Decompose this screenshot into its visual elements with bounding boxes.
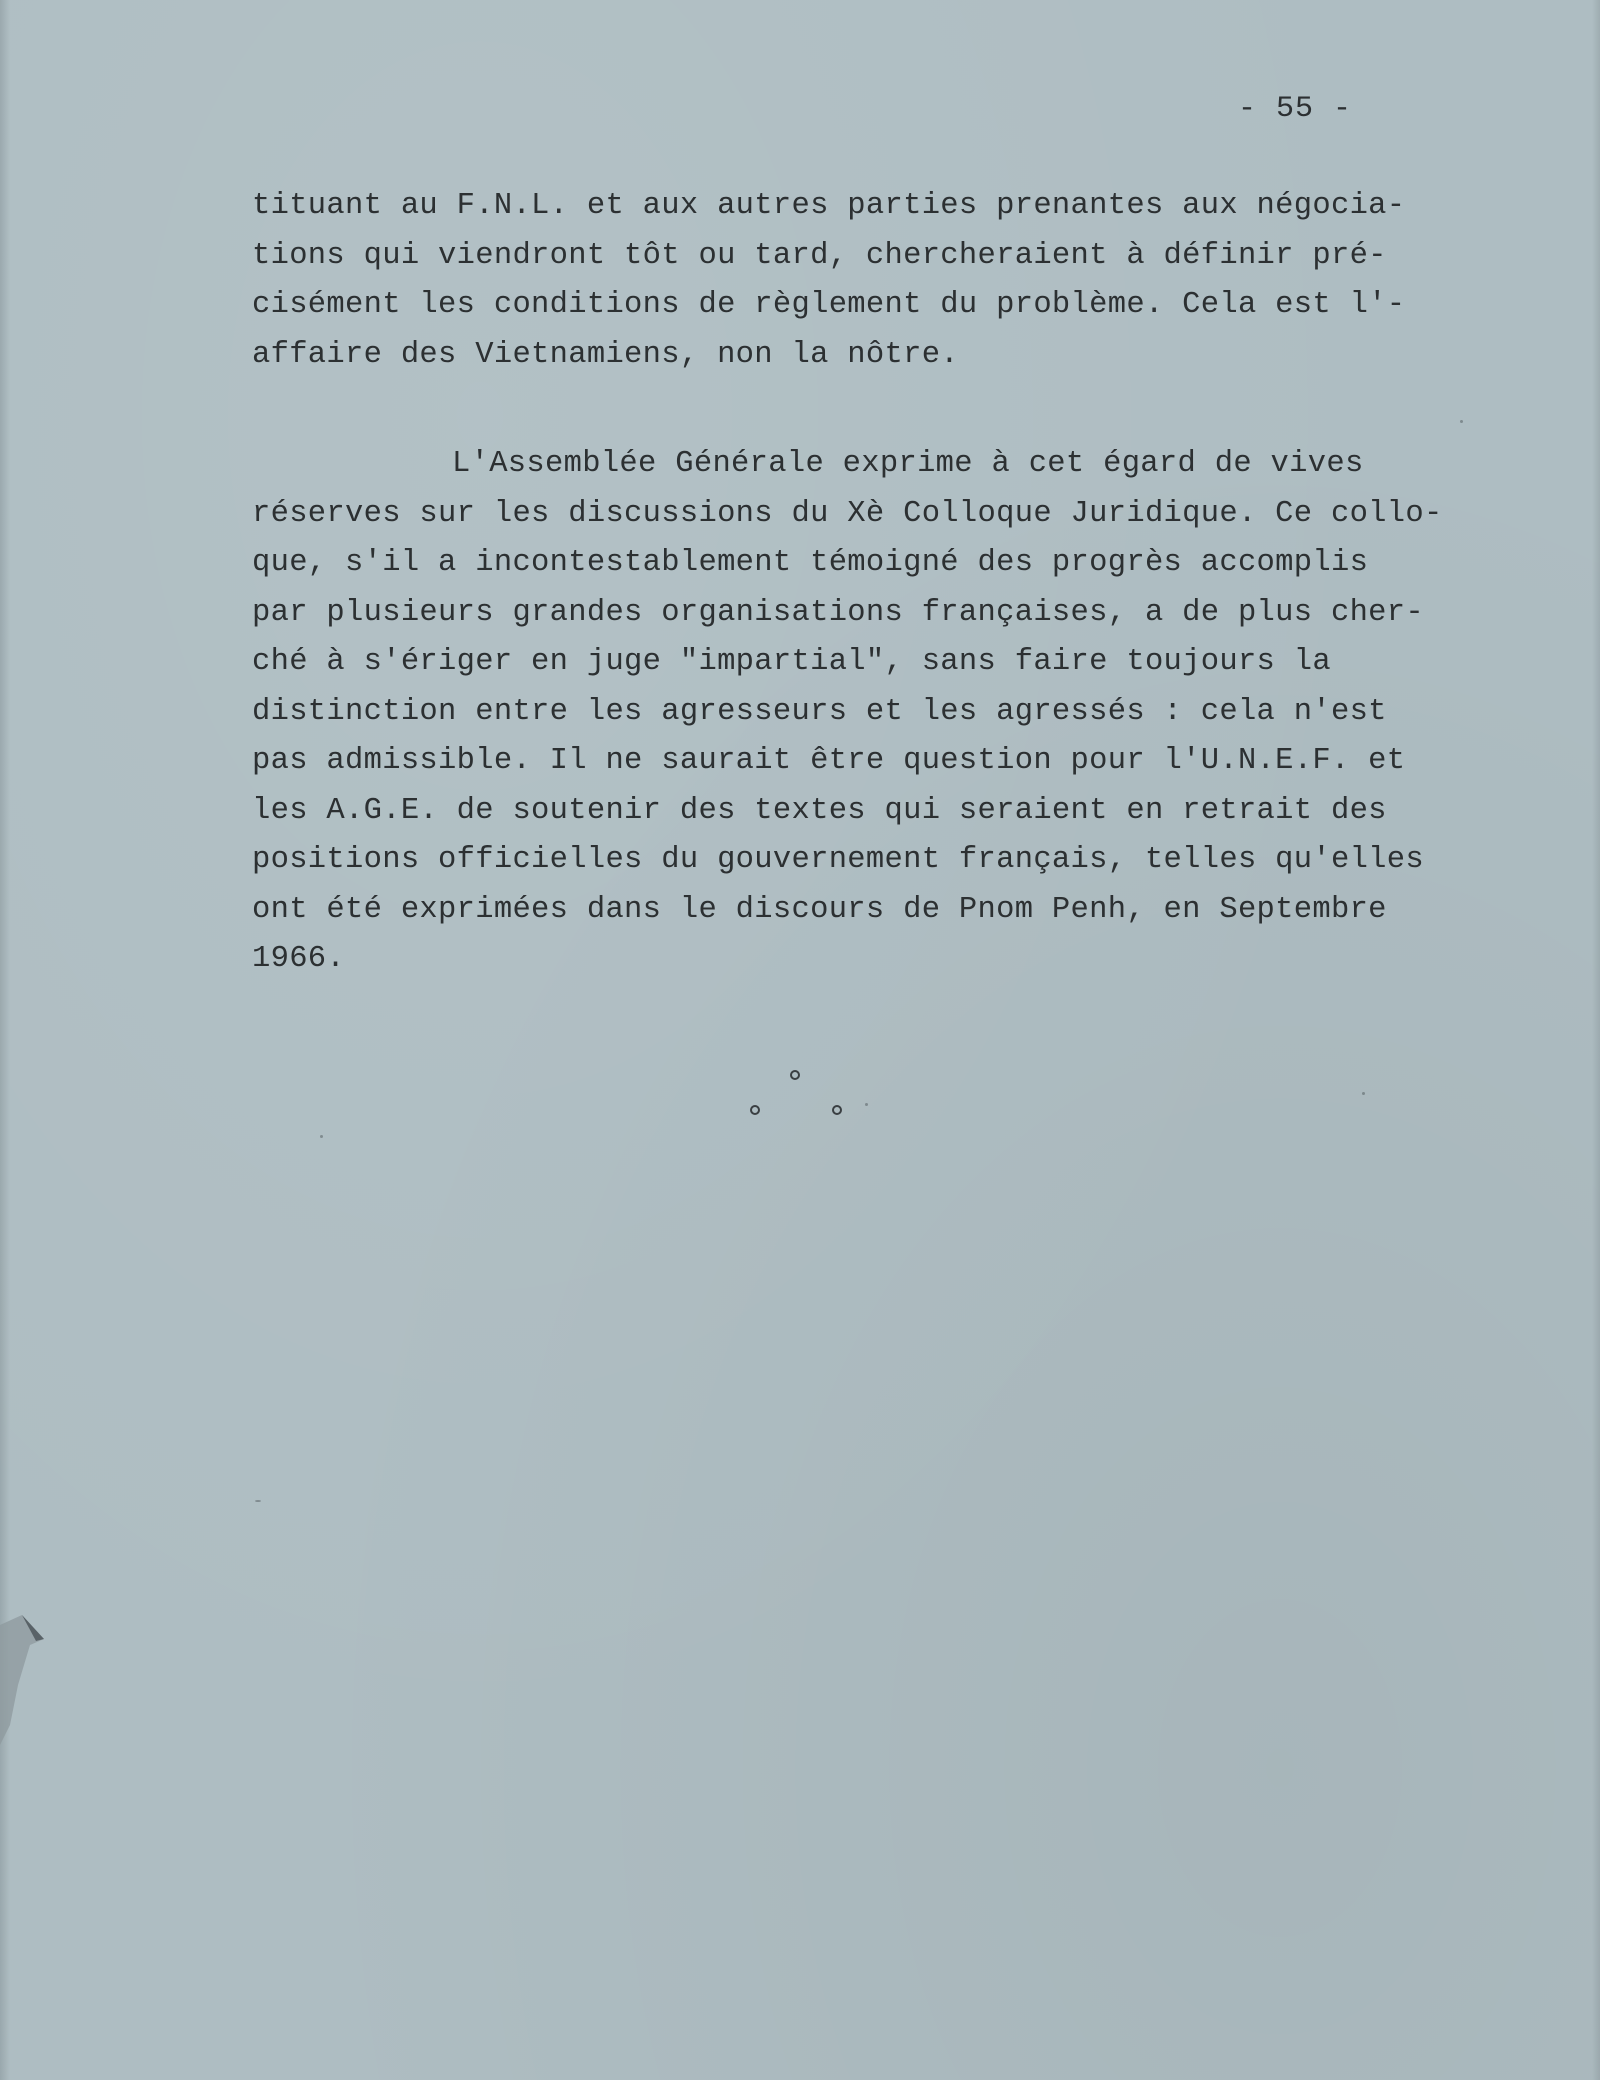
text-line: par plusieurs grandes organisations françaises, a de plus cher-	[252, 595, 1424, 630]
ornament-circle-right	[832, 1105, 842, 1115]
paper-speck	[255, 1500, 261, 1502]
text-line: ché à s'ériger en juge "impartial", sans faire toujours la	[252, 645, 1331, 679]
page-number: - 55 -	[1238, 92, 1353, 126]
text-line: affaire des Vietnamiens, non la nôtre.	[252, 337, 959, 372]
text-line: que, s'il a incontestablement témoigné des progrès accomplis	[252, 546, 1369, 580]
paper-speck	[320, 1135, 323, 1138]
text-line: positions officielles du gouvernement français, telles qu'elles	[252, 843, 1424, 877]
text-line-indented: L'Assemblée Générale exprime à cet égard de vives	[452, 447, 1364, 481]
text-line: distinction entre les agresseurs et les agressés : cela n'est	[252, 694, 1387, 729]
text-line: tituant au F.N.L. et aux autres parties prenantes aux négocia-	[252, 189, 1406, 223]
paper-edge-right	[1592, 0, 1600, 2080]
paper-speck	[865, 1103, 868, 1106]
text-line: tions qui viendront tôt ou tard, chercheraient à définir pré-	[252, 238, 1387, 273]
paper-tear-mark	[0, 1615, 45, 1745]
paper-edge-left	[0, 0, 10, 2080]
paper-speck	[1460, 420, 1463, 423]
ornament-circle-left	[750, 1105, 760, 1115]
text-line: cisément les conditions de règlement du problème. Cela est l'-	[252, 288, 1406, 322]
paper-speck	[1362, 1092, 1365, 1095]
text-line: réserves sur les discussions du Xè Colloque Juridique. Ce collo-	[252, 496, 1443, 531]
paragraph-1	[252, 182, 1512, 380]
ornament-circle-top	[790, 1070, 800, 1080]
text-line: pas admissible. Il ne saurait être question pour l'U.N.E.F. et	[252, 744, 1406, 778]
paragraph-2	[252, 440, 1512, 985]
text-line: ont été exprimées dans le discours de Pnom Penh, en Septembre	[252, 892, 1387, 927]
text-line: 1966.	[252, 942, 346, 976]
text-line: les A.G.E. de soutenir des textes qui seraient en retrait des	[252, 793, 1387, 828]
